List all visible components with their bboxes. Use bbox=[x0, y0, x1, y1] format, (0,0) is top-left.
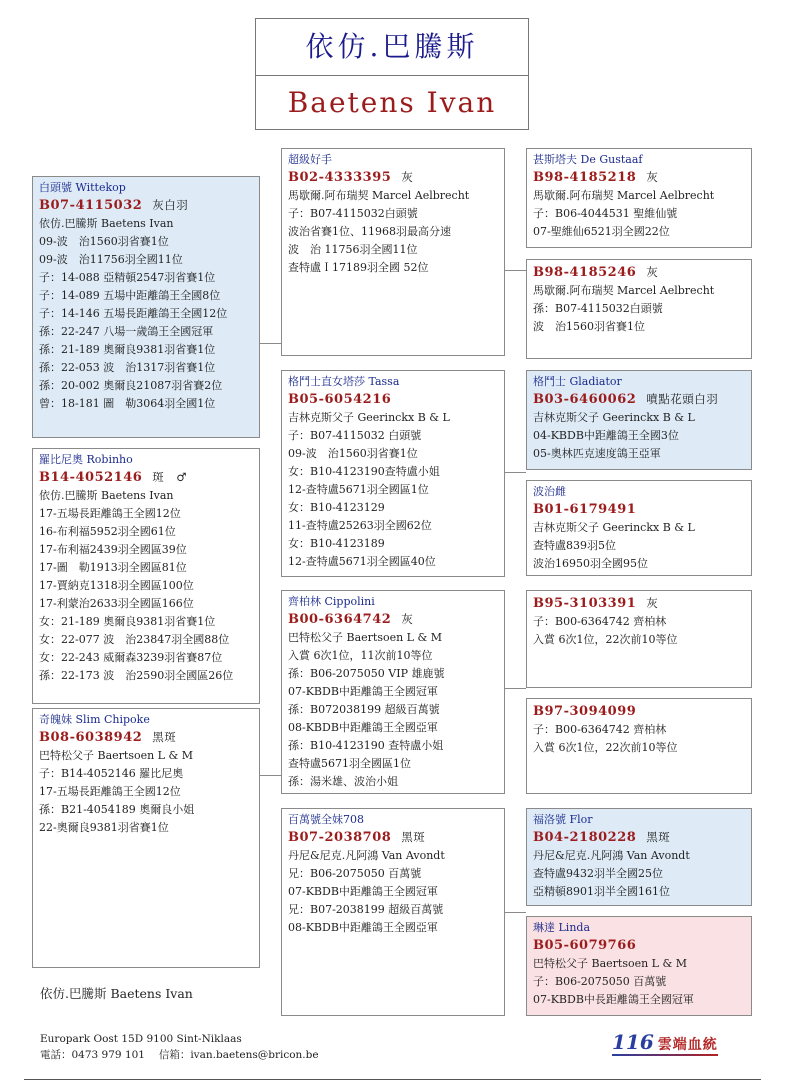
info-line: 子：B06-2075050 百萬號 bbox=[533, 975, 667, 988]
pigeon-card[interactable] bbox=[526, 916, 752, 1016]
info-line: 依仿.巴騰斯 Baetens Ivan bbox=[39, 489, 174, 502]
pedigree-title bbox=[255, 18, 529, 130]
ring-number: B08-6038942 bbox=[39, 730, 143, 745]
connector-line bbox=[505, 270, 526, 271]
feather-color: 黑斑 bbox=[401, 830, 426, 844]
info-line: 巴特松父子 Baertsoen L & M bbox=[39, 749, 194, 762]
feather-color: 斑 ♂ bbox=[152, 470, 188, 484]
info-line: 查特盧5671羽全國區1位 bbox=[288, 757, 411, 770]
feather-color: 灰 bbox=[401, 170, 414, 184]
info-line: 17-圖 勒1913羽全國區81位 bbox=[39, 561, 187, 574]
pigeon-name: 奇魄妹 Slim Chipoke bbox=[39, 713, 150, 726]
info-line: 17-五場長距離鴿王全國12位 bbox=[39, 507, 181, 520]
pigeon-card[interactable] bbox=[281, 148, 505, 356]
ring-number: B95-3103391 bbox=[533, 596, 637, 611]
ring-number: B01-6179491 bbox=[533, 502, 637, 517]
info-line: 女：B10-4123129 bbox=[288, 501, 385, 514]
info-line: 04-KBDB中距離鴿王全國3位 bbox=[533, 429, 679, 442]
info-line: 丹尼&尼克.凡阿鴻 Van Avondt bbox=[288, 849, 445, 862]
info-line: 孫：22-247 八場一歲鴿王全國冠軍 bbox=[39, 325, 214, 338]
info-line: 孫：20-002 奧爾良21087羽省賽2位 bbox=[39, 379, 223, 392]
info-line: 孫：B07-4115032白頭號 bbox=[533, 302, 663, 315]
footer-phone-email: 電話：0473 979 101 信箱：ivan.baetens@bricon.be bbox=[40, 1049, 319, 1061]
feather-color: 灰 bbox=[646, 170, 659, 184]
info-line: 吉林克斯父子 Geerinckx B & L bbox=[533, 411, 695, 424]
ring-number: B98-4185246 bbox=[533, 265, 637, 280]
info-line: 子：14-146 五場長距離鴿王全國12位 bbox=[39, 307, 228, 320]
info-line: 孫：B072038199 超級百萬號 bbox=[288, 703, 440, 716]
pigeon-name: 白頭號 Wittekop bbox=[39, 181, 126, 194]
info-line: 波治16950羽全國95位 bbox=[533, 557, 648, 570]
info-line: 子：B07-4115032白頭號 bbox=[288, 207, 418, 220]
info-line: 05-奧林匹克速度鴿王亞軍 bbox=[533, 447, 661, 460]
ring-number: B14-4052146 bbox=[39, 470, 143, 485]
info-line: 08-KBDB中距離鴿王全國亞軍 bbox=[288, 921, 438, 934]
info-line: 曾：18-181 圖 勒3064羽全國1位 bbox=[39, 397, 216, 410]
info-line: 12-查特盧5671羽全國區1位 bbox=[288, 483, 429, 496]
ring-number: B07-4115032 bbox=[39, 198, 143, 213]
footer-divider bbox=[24, 1079, 761, 1080]
feather-color: 黑斑 bbox=[646, 830, 671, 844]
feather-color: 灰白羽 bbox=[152, 198, 189, 212]
info-line: 12-查特盧5671羽全國區40位 bbox=[288, 555, 436, 568]
connector-line bbox=[260, 775, 281, 776]
info-line: 馬歇爾.阿布瑞契 Marcel Aelbrecht bbox=[533, 189, 715, 202]
footer-owner-name: 依仿.巴騰斯 Baetens Ivan bbox=[40, 986, 193, 1001]
info-line: 入賞 6次1位，22次前10等位 bbox=[533, 741, 678, 754]
info-line: 查特盧Ｉ17189羽全國 52位 bbox=[288, 261, 429, 274]
info-line: 09-波 治11756羽全國11位 bbox=[39, 253, 183, 266]
pigeon-card[interactable] bbox=[281, 590, 505, 794]
pigeon-card[interactable] bbox=[526, 148, 752, 248]
ring-number: B00-6364742 bbox=[288, 612, 392, 627]
info-line: 子：B00-6364742 齊柏林 bbox=[533, 615, 667, 628]
pigeon-name: 琳達 Linda bbox=[533, 921, 591, 934]
info-line: 女：22-243 威爾森3239羽省賽87位 bbox=[39, 651, 223, 664]
info-line: 波 治 11756羽全國11位 bbox=[288, 243, 418, 256]
pigeon-name: 甚斯塔夫 De Gustaaf bbox=[533, 153, 643, 166]
info-line: 丹尼&尼克.凡阿鴻 Van Avondt bbox=[533, 849, 690, 862]
ring-number: B05-6079766 bbox=[533, 938, 637, 953]
owner-name-english: Baetens Ivan bbox=[287, 86, 497, 119]
dam-card[interactable] bbox=[32, 708, 260, 968]
info-line: 09-波 治1560羽省賽1位 bbox=[288, 447, 418, 460]
info-line: 巴特松父子 Baertsoen L & M bbox=[533, 957, 688, 970]
info-line: 孫：B06-2075050 VIP 雄鹿號 bbox=[288, 667, 445, 680]
ring-number: B97-3094099 bbox=[533, 704, 637, 719]
info-line: 女：21-189 奧爾良9381羽省賽1位 bbox=[39, 615, 216, 628]
info-line: 07-KBDB中長距離鴿王全國冠軍 bbox=[533, 993, 694, 1006]
info-line: 08-KBDB中距離鴿王全國亞軍 bbox=[288, 721, 438, 734]
brand-logo bbox=[612, 1030, 718, 1056]
footer-address: Europark Oost 15D 9100 Sint-Niklaas bbox=[40, 1033, 242, 1045]
feather-color: 灰 bbox=[646, 265, 659, 279]
info-line: 入賞 6次1位，22次前10等位 bbox=[533, 633, 678, 646]
info-line: 入賞 6次1位，11次前10等位 bbox=[288, 649, 433, 662]
pigeon-name: 齊柏林 Cippolini bbox=[288, 595, 375, 608]
info-line: 子：14-089 五場中距離鴿王全國8位 bbox=[39, 289, 221, 302]
info-line: 孫：21-189 奧爾良9381羽省賽1位 bbox=[39, 343, 216, 356]
pigeon-name: 格鬥士直女塔莎 Tassa bbox=[288, 375, 400, 388]
info-line: 17-賈納克1318羽全國區100位 bbox=[39, 579, 194, 592]
connector-line bbox=[260, 343, 281, 344]
pigeon-name: 羅比尼奧 Robinho bbox=[39, 453, 133, 466]
info-line: 女：22-077 波 治23847羽全國88位 bbox=[39, 633, 230, 646]
pigeon-name: 格鬥士 Gladiator bbox=[533, 375, 622, 388]
pigeon-card[interactable] bbox=[526, 590, 752, 688]
pigeon-card[interactable] bbox=[526, 808, 752, 906]
pigeon-card[interactable] bbox=[281, 808, 505, 1016]
info-line: 女：B10-4123190查特盧小姐 bbox=[288, 465, 440, 478]
info-line: 吉林克斯父子 Geerinckx B & L bbox=[288, 411, 450, 424]
feather-color: 灰 bbox=[401, 612, 414, 626]
info-line: 馬歇爾.阿布瑞契 Marcel Aelbrecht bbox=[533, 284, 715, 297]
logo-number: 116 bbox=[612, 1030, 654, 1054]
info-line: 兄：B07-2038199 超級百萬號 bbox=[288, 903, 444, 916]
info-line: 吉林克斯父子 Geerinckx B & L bbox=[533, 521, 695, 534]
feather-color: 灰 bbox=[646, 596, 659, 610]
info-line: 09-波 治1560羽省賽1位 bbox=[39, 235, 169, 248]
feather-color: 黑斑 bbox=[152, 730, 177, 744]
info-line: 子：B14-4052146 羅比尼奧 bbox=[39, 767, 184, 780]
info-line: 22-奧爾良9381羽省賽1位 bbox=[39, 821, 169, 834]
info-line: 孫：湯米雄、波治小姐 bbox=[288, 775, 398, 788]
ring-number: B03-6460062 bbox=[533, 392, 637, 407]
sire-card[interactable] bbox=[32, 176, 260, 438]
info-line: 孫：22-053 波 治1317羽省賽1位 bbox=[39, 361, 216, 374]
info-line: 17-布利福2439羽全國區39位 bbox=[39, 543, 187, 556]
info-line: 子：B06-4044531 聖維仙號 bbox=[533, 207, 678, 220]
info-line: 馬歇爾.阿布瑞契 Marcel Aelbrecht bbox=[288, 189, 470, 202]
pigeon-name: 波治雌 bbox=[533, 485, 566, 498]
ring-number: B98-4185218 bbox=[533, 170, 637, 185]
owner-name-chinese: 依仿.巴騰斯 bbox=[256, 19, 528, 76]
info-line: 子：B00-6364742 齊柏林 bbox=[533, 723, 667, 736]
ring-number: B05-6054216 bbox=[288, 392, 392, 407]
info-line: 波治省賽1位、11968羽最高分速 bbox=[288, 225, 451, 238]
info-line: 查特盧9432羽半全國25位 bbox=[533, 867, 663, 880]
info-line: 子：B07-4115032 白頭號 bbox=[288, 429, 422, 442]
info-line: 孫：B21-4054189 奧爾良小姐 bbox=[39, 803, 195, 816]
info-line: 17-利蒙治2633羽全國區166位 bbox=[39, 597, 194, 610]
feather-color: 噴點花頭白羽 bbox=[646, 392, 719, 406]
pigeon-card[interactable] bbox=[526, 480, 752, 576]
pigeon-name: 超級好手 bbox=[288, 153, 332, 166]
connector-line bbox=[505, 472, 526, 473]
footer-contact bbox=[40, 1031, 319, 1063]
ring-number: B04-2180228 bbox=[533, 830, 637, 845]
logo-underline bbox=[612, 1054, 718, 1056]
info-line: 17-五場長距離鴿王全國12位 bbox=[39, 785, 181, 798]
pigeon-card[interactable] bbox=[32, 448, 260, 704]
info-line: 07-KBDB中距離鴿王全國冠軍 bbox=[288, 885, 438, 898]
pigeon-card[interactable] bbox=[281, 370, 505, 577]
logo-text: 雲端血統 bbox=[657, 1037, 718, 1053]
info-line: 11-查特盧25263羽全國62位 bbox=[288, 519, 432, 532]
info-line: 07-KBDB中距離鴿王全國冠軍 bbox=[288, 685, 438, 698]
info-line: 巴特松父子 Baertsoen L & M bbox=[288, 631, 443, 644]
info-line: 女：B10-4123189 bbox=[288, 537, 385, 550]
pigeon-name: 百萬號全妹708 bbox=[288, 813, 364, 826]
info-line: 依仿.巴騰斯 Baetens Ivan bbox=[39, 217, 174, 230]
info-line: 孫：B10-4123190 查特盧小姐 bbox=[288, 739, 444, 752]
info-line: 波 治1560羽省賽1位 bbox=[533, 320, 645, 333]
connector-line bbox=[505, 912, 526, 913]
info-line: 查特盧839羽5位 bbox=[533, 539, 616, 552]
info-line: 兄：B06-2075050 百萬號 bbox=[288, 867, 422, 880]
info-line: 16-布利福5952羽全國61位 bbox=[39, 525, 176, 538]
pigeon-name: 福洛號 Flor bbox=[533, 813, 593, 826]
pigeon-card[interactable] bbox=[526, 259, 752, 359]
info-line: 07-聖維仙6521羽全國22位 bbox=[533, 225, 670, 238]
info-line: 亞精頓8901羽半全國161位 bbox=[533, 885, 670, 898]
ring-number: B07-2038708 bbox=[288, 830, 392, 845]
pigeon-card[interactable] bbox=[526, 698, 752, 794]
ring-number: B02-4333395 bbox=[288, 170, 392, 185]
info-line: 子：14-088 亞精頓2547羽省賽1位 bbox=[39, 271, 216, 284]
pigeon-card[interactable] bbox=[526, 370, 752, 470]
connector-line bbox=[505, 688, 526, 689]
info-line: 孫：22-173 波 治2590羽全國區26位 bbox=[39, 669, 234, 682]
